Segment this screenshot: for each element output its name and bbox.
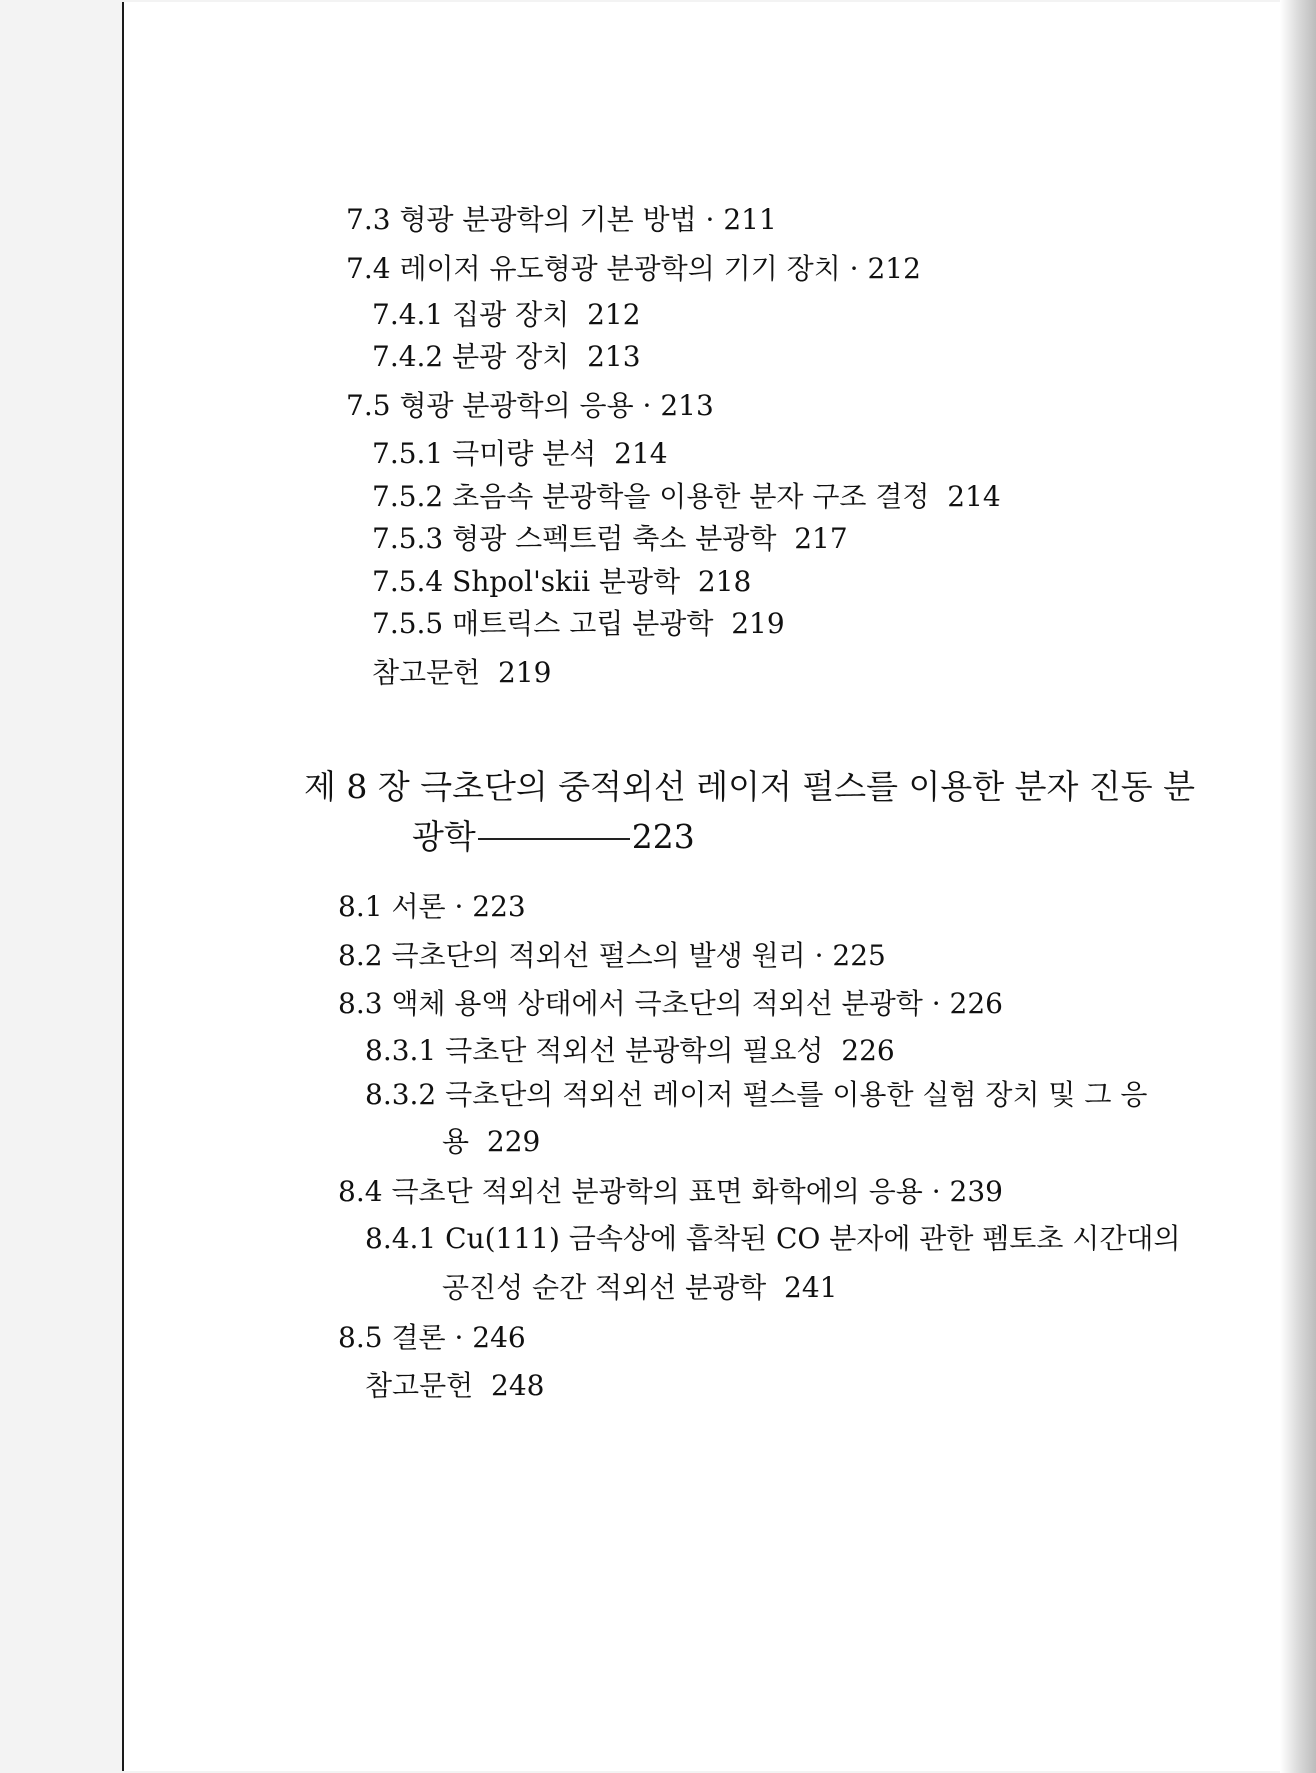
chapter-label: 제 8 장 (304, 767, 410, 806)
toc-number: 7.4.2 (372, 340, 444, 373)
toc-title: 형광 분광학의 응용 (399, 389, 634, 422)
toc-title: 분광 장치 (452, 340, 570, 373)
toc-title: Shpol'skii 분광학 (452, 565, 681, 598)
toc-page: 212 (587, 298, 641, 331)
toc-page: 241 (784, 1271, 838, 1304)
toc-page: · 211 (705, 203, 777, 236)
toc-number: 8.3.2 (365, 1078, 437, 1111)
page-edge-shadow (1280, 0, 1316, 1773)
toc-title: 결론 (391, 1321, 446, 1354)
toc-entry-references-ch8 (365, 1368, 544, 1404)
toc-entry-8-3-2 (365, 1077, 1147, 1113)
toc-number: 7.5.3 (372, 522, 444, 555)
toc-page: · 226 (931, 987, 1003, 1020)
toc-entry-7-4 (346, 251, 921, 287)
toc-entry-8-4 (338, 1174, 1003, 1210)
toc-page: · 246 (454, 1321, 526, 1354)
chapter-title-cont: 광학 (412, 817, 476, 856)
toc-entry-7-5-4 (372, 564, 751, 600)
toc-number: 7.5.1 (372, 437, 444, 470)
toc-title: 참고문헌 (365, 1369, 474, 1402)
toc-page: · 223 (454, 890, 526, 923)
toc-page: 214 (947, 480, 1001, 513)
toc-title: 극초단의 적외선 레이저 펄스를 이용한 실험 장치 및 그 응 (445, 1078, 1148, 1111)
toc-entry-7-5-3 (372, 521, 848, 557)
toc-entry-7-4-2 (372, 339, 641, 375)
toc-number: 7.5.4 (372, 565, 444, 598)
toc-title: 초음속 분광학을 이용한 분자 구조 결정 (452, 480, 930, 513)
toc-entry-8-3-2-cont (442, 1124, 540, 1160)
toc-page: 217 (794, 522, 848, 555)
toc-entry-7-5 (346, 388, 714, 424)
toc-number: 7.5.2 (372, 480, 444, 513)
toc-title: Cu(111) 금속상에 흡착된 CO 분자에 관한 펨토초 시간대의 (445, 1222, 1181, 1255)
toc-number: 7.4 (346, 252, 391, 285)
toc-number: 8.2 (338, 939, 383, 972)
toc-number: 8.3 (338, 987, 383, 1020)
toc-page: 218 (697, 565, 752, 598)
toc-page: · 213 (642, 389, 714, 422)
chapter-8-heading (304, 765, 1195, 809)
toc-title: 극미량 분석 (452, 437, 597, 470)
toc-entry-7-5-2 (372, 479, 1001, 515)
toc-number: 7.5 (346, 389, 391, 422)
toc-entry-8-4-1-cont (442, 1270, 838, 1306)
toc-title: 극초단의 적외선 펄스의 발생 원리 (391, 939, 806, 972)
toc-title: 액체 용액 상태에서 극초단의 적외선 분광학 (391, 987, 923, 1020)
toc-page: · 212 (849, 252, 921, 285)
toc-entry-8-3 (338, 986, 1003, 1022)
toc-number: 8.5 (338, 1321, 383, 1354)
toc-title: 매트릭스 고립 분광학 (452, 607, 714, 640)
toc-page: 214 (614, 437, 668, 470)
leader-dash (478, 838, 630, 840)
toc-entry-7-4-1 (372, 297, 641, 333)
toc-page: 248 (491, 1369, 545, 1402)
toc-title: 서론 (391, 890, 446, 923)
toc-title: 집광 장치 (452, 298, 570, 331)
toc-number: 8.3.1 (365, 1034, 437, 1067)
toc-title: 형광 분광학의 기본 방법 (399, 203, 697, 236)
toc-entry-8-5 (338, 1320, 526, 1356)
chapter-page: 223 (631, 817, 695, 856)
toc-title: 극초단 적외선 분광학의 표면 화학에의 응용 (391, 1175, 923, 1208)
toc-entry-8-1 (338, 889, 526, 925)
toc-entry-7-5-1 (372, 436, 668, 472)
toc-entry-8-3-1 (365, 1033, 895, 1069)
toc-page: 226 (841, 1034, 895, 1067)
toc-entry-8-4-1 (365, 1221, 1181, 1257)
toc-page: 219 (731, 607, 785, 640)
toc-number: 7.5.5 (372, 607, 444, 640)
toc-title: 형광 스펙트럼 축소 분광학 (452, 522, 777, 555)
toc-entry-8-2 (338, 938, 886, 974)
toc-page: · 225 (814, 939, 886, 972)
toc-page: 213 (587, 340, 641, 373)
chapter-title: 극초단의 중적외선 레이저 펄스를 이용한 분자 진동 분 (420, 767, 1195, 806)
toc-entry-references-ch7 (372, 655, 551, 691)
toc-number: 7.3 (346, 203, 391, 236)
toc-page: 229 (486, 1125, 541, 1158)
toc-title: 극초단 적외선 분광학의 필요성 (445, 1034, 824, 1067)
toc-title-cont: 공진성 순간 적외선 분광학 (442, 1271, 767, 1304)
chapter-8-heading-cont (412, 815, 695, 859)
toc-entry-7-3 (346, 202, 777, 238)
toc-page: 219 (498, 656, 552, 689)
toc-number: 7.4.1 (372, 298, 444, 331)
toc-title-cont: 용 (442, 1125, 470, 1158)
toc-number: 8.1 (338, 890, 383, 923)
toc-title: 레이저 유도형광 분광학의 기기 장치 (399, 252, 841, 285)
toc-page: · 239 (931, 1175, 1003, 1208)
toc-number: 8.4 (338, 1175, 383, 1208)
toc-title: 참고문헌 (372, 656, 481, 689)
toc-entry-7-5-5 (372, 606, 785, 642)
toc-number: 8.4.1 (365, 1222, 437, 1255)
